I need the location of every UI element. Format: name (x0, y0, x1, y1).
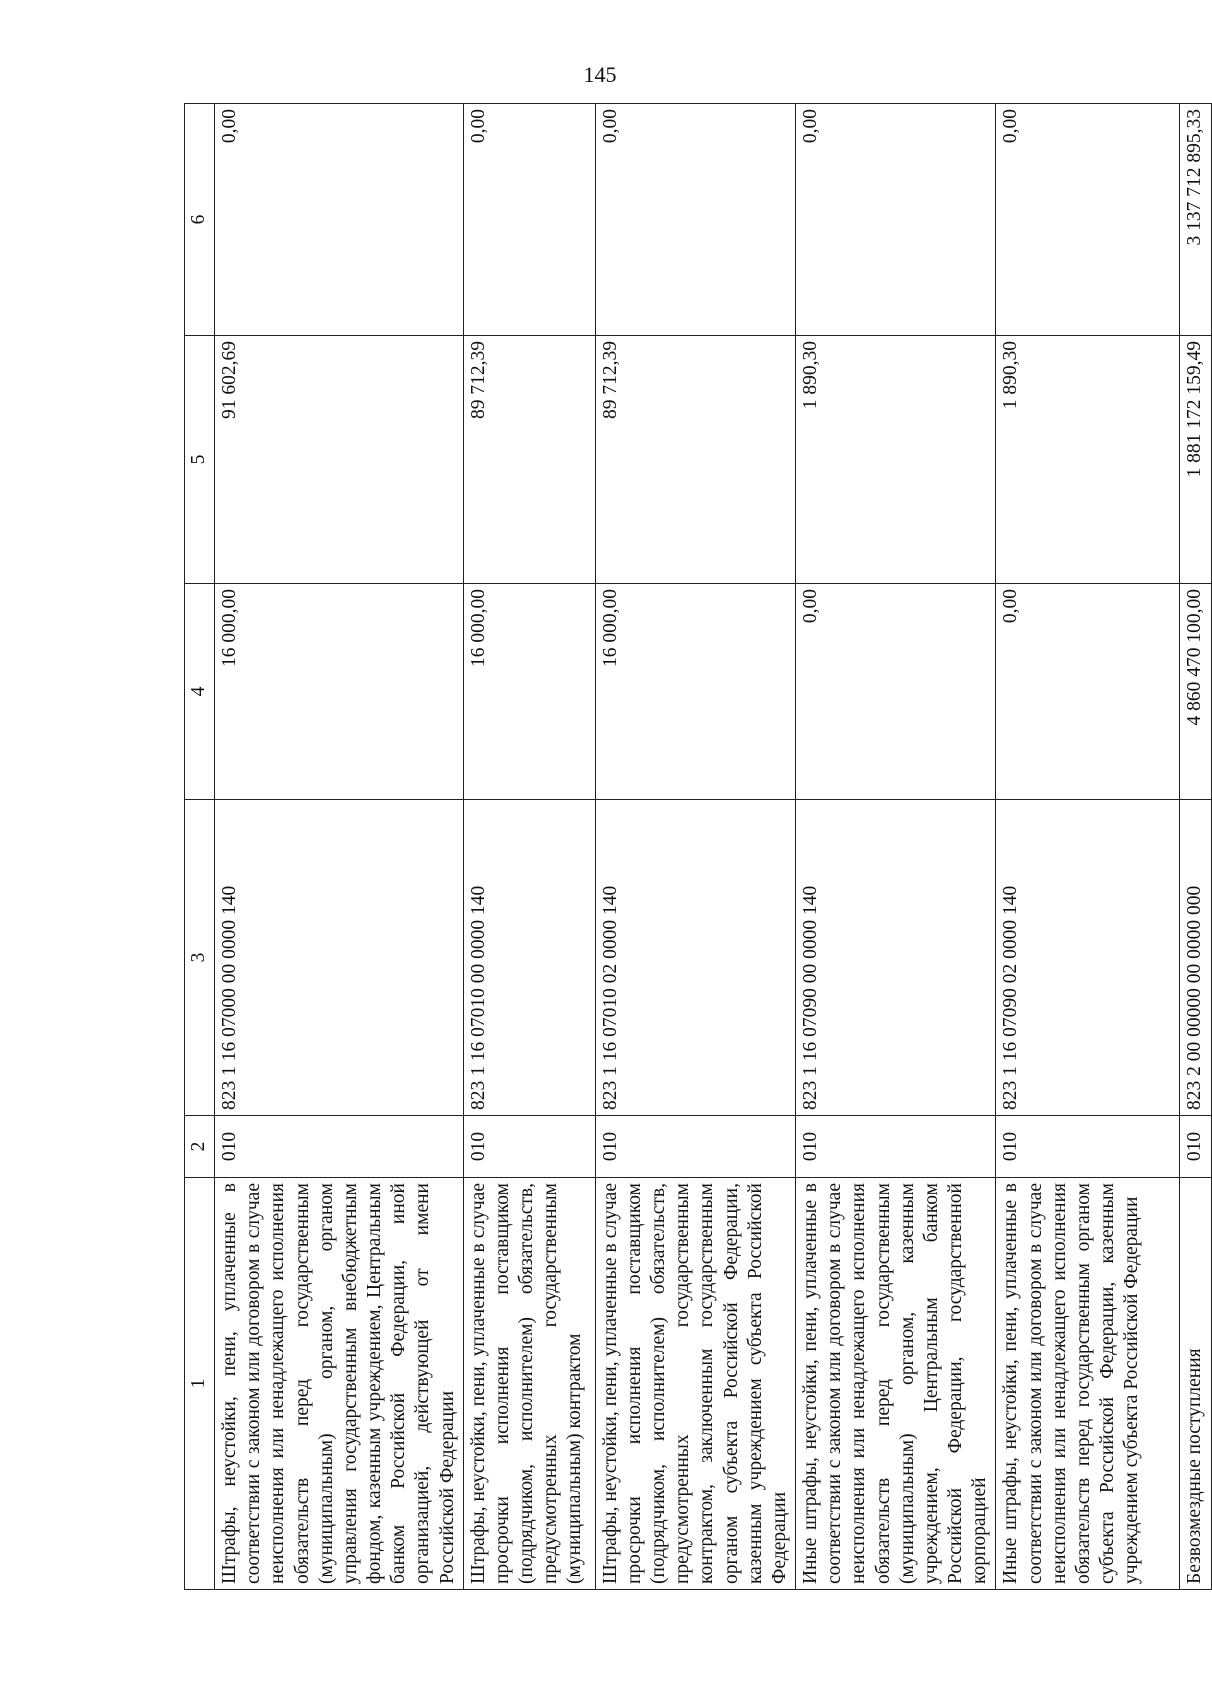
row-col4-value: 16 000,00 (215, 584, 464, 800)
row-col6-value: 0,00 (796, 104, 996, 336)
row-col4-value: 16 000,00 (463, 584, 595, 800)
row-col6-value: 3 137 712 895,33 (1180, 104, 1211, 336)
row-name: Штрафы, неустойки, пени, уплаченные в случае просрочки исполнения поставщиком (подрядчиком, исполнителем) обязательств, предусмотренных государственным (муниципальным) контрактом (463, 1178, 595, 1590)
row-name: Штрафы, неустойки, пени, уплаченные в соответствии с законом или договором в случае неисполнения или ненадлежащего исполнения обязательств перед государственным (муниципальным) органом, органом управления государственным внебюджетным фондом, казенным учреждением, Центральным банком Российской Федерации, иной организацией, действующей от имени Российской Федерации (215, 1178, 464, 1590)
row-line-code: 010 (996, 1116, 1180, 1178)
page-number: 145 (583, 62, 617, 87)
header-col-6: 6 (185, 104, 215, 336)
row-classification-code: 823 1 16 07090 02 0000 140 (996, 800, 1180, 1116)
row-col5-value: 1 881 172 159,49 (1180, 336, 1211, 584)
row-classification-code: 823 1 16 07010 00 0000 140 (463, 800, 595, 1116)
row-classification-code: 823 2 00 00000 00 0000 000 (1180, 800, 1211, 1116)
row-col4-value: 16 000,00 (595, 584, 795, 800)
table-row-total (1180, 104, 1211, 1590)
row-line-code: 010 (215, 1116, 464, 1178)
row-name: Штрафы, неустойки, пени, уплаченные в случае просрочки исполнения поставщиком (подрядчиком, исполнителем) обязательств, предусмотренных государственным контрактом, заключенным государственным органом субъекта Российской Федерации, казенным учреждением субъекта Российской Федерации (595, 1178, 795, 1590)
table-row (595, 104, 795, 1590)
table-row (463, 104, 595, 1590)
row-col6-value: 0,00 (463, 104, 595, 336)
row-col6-value: 0,00 (595, 104, 795, 336)
row-classification-code: 823 1 16 07000 00 0000 140 (215, 800, 464, 1116)
row-name: Иные штрафы, неустойки, пени, уплаченные в соответствии с законом или договором в случае неисполнения или ненадлежащего исполнения обязательств перед государственным органом субъекта Российской Федерации, казенным учреждением субъекта Российской Федерации (996, 1178, 1180, 1590)
row-line-code: 010 (796, 1116, 996, 1178)
row-col5-value: 1 890,30 (796, 336, 996, 584)
header-col-1: 1 (185, 1178, 215, 1590)
row-name: Безвозмездные поступления (1180, 1178, 1211, 1590)
row-col4-value: 4 860 470 100,00 (1180, 584, 1211, 800)
row-line-code: 010 (1180, 1116, 1211, 1178)
row-col5-value: 89 712,39 (595, 336, 795, 584)
row-col4-value: 0,00 (796, 584, 996, 800)
revenue-table (184, 103, 1212, 1590)
table-header-row (185, 104, 215, 1590)
table-row (215, 104, 464, 1590)
table-row (996, 104, 1180, 1590)
rotated-table-container (184, 104, 1206, 1590)
row-col5-value: 91 602,69 (215, 336, 464, 584)
row-classification-code: 823 1 16 07010 02 0000 140 (595, 800, 795, 1116)
row-col5-value: 89 712,39 (463, 336, 595, 584)
header-col-4: 4 (185, 584, 215, 800)
header-col-3: 3 (185, 800, 215, 1116)
row-col6-value: 0,00 (215, 104, 464, 336)
header-col-5: 5 (185, 336, 215, 584)
row-name: Иные штрафы, неустойки, пени, уплаченные в соответствии с законом или договором в случае неисполнения или ненадлежащего исполнения обязательств перед государственным (муниципальным) органом, казенным учреждением, Центральным банком Российской Федерации, государственной корпорацией (796, 1178, 996, 1590)
row-col5-value: 1 890,30 (996, 336, 1180, 584)
row-line-code: 010 (463, 1116, 595, 1178)
table-frame (184, 104, 1206, 1590)
row-line-code: 010 (595, 1116, 795, 1178)
row-classification-code: 823 1 16 07090 00 0000 140 (796, 800, 996, 1116)
row-col6-value: 0,00 (996, 104, 1180, 336)
header-col-2: 2 (185, 1116, 215, 1178)
row-col4-value: 0,00 (996, 584, 1180, 800)
table-row (796, 104, 996, 1590)
